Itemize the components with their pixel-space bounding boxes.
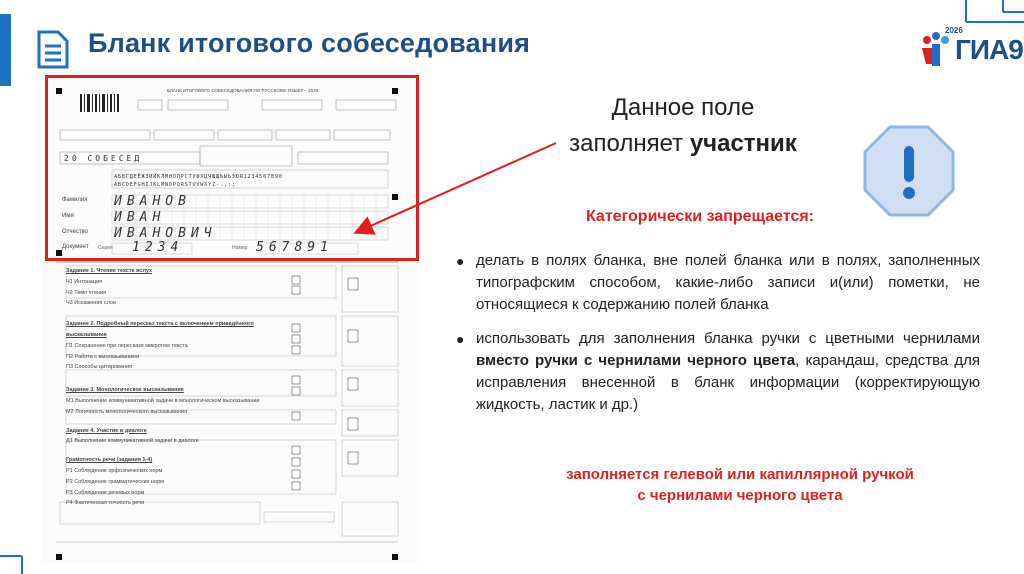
name-value: ИВАН <box>114 210 166 225</box>
task-1-title: Задание 1. Чтение текста вслух <box>66 268 153 274</box>
field-label-name: Имя <box>62 213 74 219</box>
number-value: 567891 <box>256 240 333 255</box>
bullet-icon: ● <box>456 331 465 347</box>
svg-text:ABCDEFGHIJKLMNOPQRSTUVWXYZ-.,:: ABCDEFGHIJKLMNOPQRSTUVWXYZ-.,:; <box>114 182 236 188</box>
task-row: М2 Логичность монологического высказывания <box>66 408 188 415</box>
svg-text:АБВГДЕЁЖЗИЙКЛМНОПРСТУФХЦЧШЩЪЫЬ: АБВГДЕЁЖЗИЙКЛМНОПРСТУФХЦЧШЩЪЫЬЭЮЯ1234567890 <box>114 174 283 180</box>
form-task-list <box>66 266 290 509</box>
task-row: Д1 Выполнение коммуникативной задачи в диалоге <box>66 438 199 445</box>
task-row: Р2 Соблюдение грамматических норм <box>66 478 164 485</box>
task-row: П3 Способы цитирования <box>66 364 132 371</box>
document-icon <box>36 26 70 70</box>
task-4-title: Задание 4. Участие в диалоге <box>66 427 147 434</box>
forbidden-list <box>454 250 980 428</box>
logo-year: 2026 <box>945 26 963 35</box>
task-3-title: Задание 3. Монологическое высказывание <box>66 387 184 394</box>
task-row: Р1 Соблюдение орфоэпических норм <box>66 467 163 474</box>
task-row: Ч3 Искажения слов <box>66 300 116 307</box>
participant-callout <box>538 90 828 162</box>
field-label-document: Документ <box>62 244 89 250</box>
slide-title: Бланк итогового собеседования <box>88 28 531 58</box>
task-row: П1 Сохранение при пересказе микротем текста <box>66 342 188 349</box>
side-accent-bar <box>0 14 11 86</box>
callout-line-1: Данное поле <box>611 94 755 121</box>
task-row: М1 Выполнение коммуникативной задачи в монологическом высказывании <box>66 397 260 404</box>
bullet-icon: ● <box>456 253 465 269</box>
forbidden-title: Категорически запрещается: <box>585 208 815 225</box>
forbidden-item-2: ● использовать для заполнения бланка ручки с цветными чернилами вместо ручки с чернилами черного цвета, карандаш, средства для исправления внесенной в бланк информации (корректирующую жидкость, ластик и др.) <box>456 330 980 413</box>
patronymic-value: ИВАНОВИЧ <box>114 226 217 241</box>
task-row: Р4 Фактическая точность речи <box>66 500 145 507</box>
logo-text: ГИА9 <box>955 34 1023 65</box>
surname-value: ИВАНОВ <box>114 194 191 209</box>
svg-text:БЛАНК ИТОГОВОГО СОБЕСЕДОВАНИЯ: БЛАНК ИТОГОВОГО СОБЕСЕДОВАНИЯ ПО РУССКОМУ ЯЗЫКУ – 2026 <box>167 88 319 93</box>
task-2-title: Задание 2. Подробный пересказ текста с включением приведённого высказывания <box>66 321 254 338</box>
task-row: Ч2 Темп чтения <box>66 289 107 296</box>
task-row: П2 Работа с высказыванием <box>66 353 139 360</box>
forbidden-item-1: ● делать в полях бланка, вне полей бланка или в полях, заполненных типографским способом, какие-либо записи и(или) пометки, не относящиеся к содержанию полей бланка <box>456 252 980 313</box>
callout-line-2: заполняет участник <box>569 130 797 157</box>
participant-fields-highlight <box>45 75 419 261</box>
field-label-patronymic: Отчество <box>62 229 89 235</box>
field-label-number: Номер <box>232 245 248 251</box>
task-row: Р3 Соблюдение речевых норм <box>66 489 145 496</box>
task-row: Ч1 Интонация <box>66 278 103 285</box>
literacy-title: Грамотность речи (задания 1-4) <box>66 457 153 464</box>
svg-text:20 СОБЕСЕД: 20 СОБЕСЕД <box>64 154 143 163</box>
series-value: 1234 <box>132 240 184 255</box>
field-label-series: Серия <box>98 245 113 251</box>
pen-requirement-note: заполняется гелевой или капиллярной ручкой с чернилами черного цвета <box>566 466 914 504</box>
field-label-surname: Фамилия <box>62 197 88 203</box>
warning-icon <box>862 124 956 218</box>
